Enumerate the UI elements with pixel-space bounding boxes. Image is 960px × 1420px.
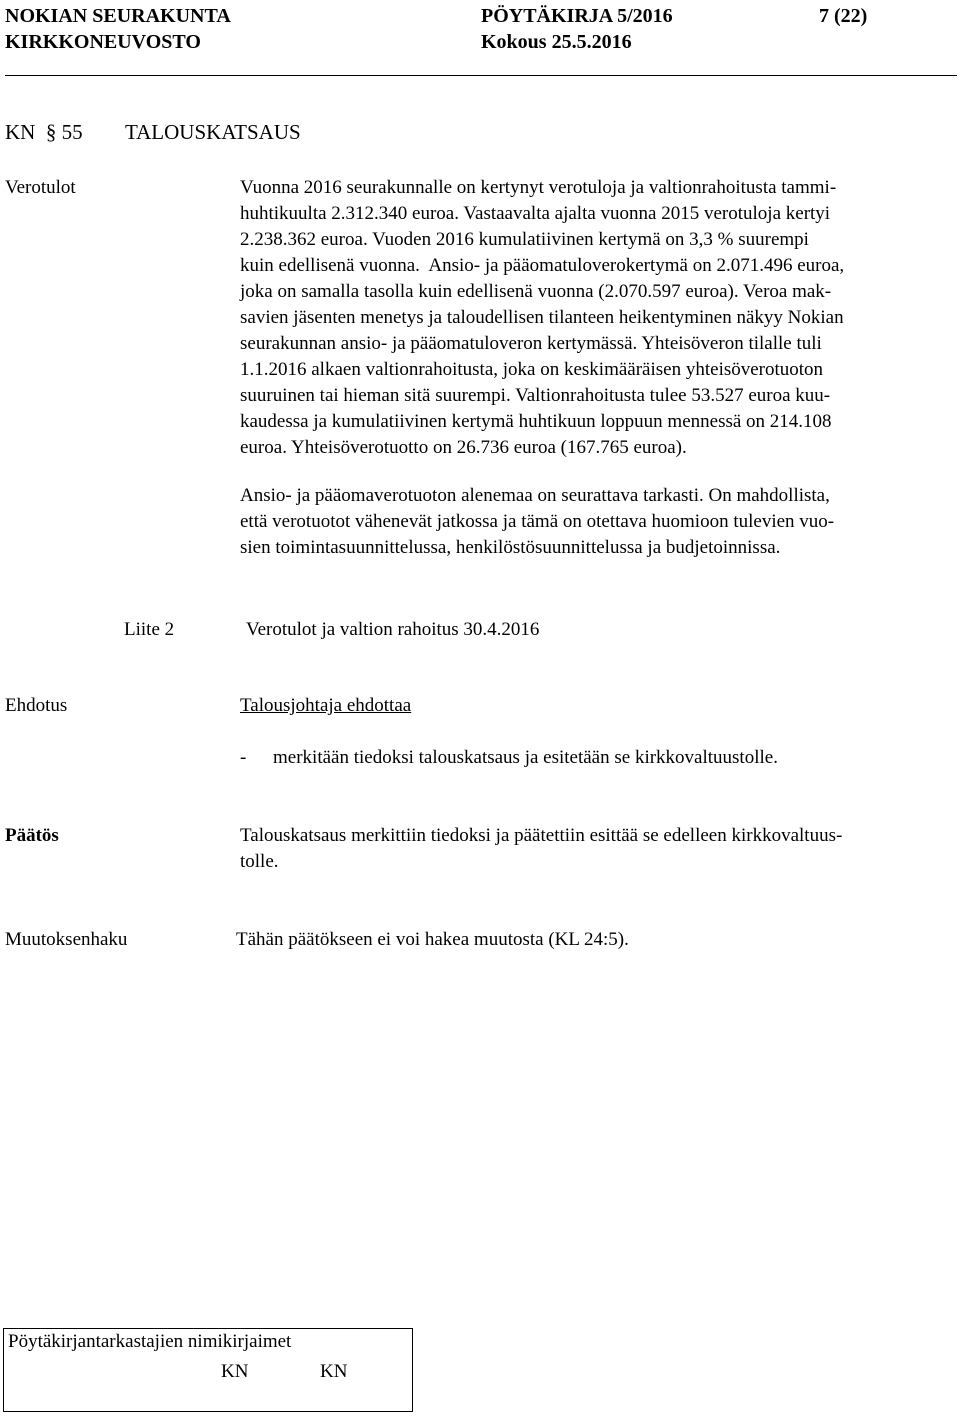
header-document: PÖYTÄKIRJA 5/2016 xyxy=(481,5,673,27)
paragraph-line: Ansio- ja pääomaverotuoton alenemaa on seurattava tarkasti. On mahdollista, xyxy=(240,485,830,506)
paatos-paragraph xyxy=(240,823,956,875)
signature-initials: KN xyxy=(221,1361,249,1382)
list-dash: - xyxy=(240,747,247,768)
paragraph-line: sien toimintasuunnittelussa, henkilöstösuunnittelussa ja budjetoinnissa. xyxy=(240,537,781,558)
paragraph-line: euroa. Yhteisöverotuotto on 26.736 euroa (167.765 euroa). xyxy=(240,437,687,458)
header-page-number: 7 (22) xyxy=(819,5,868,27)
section-code: KN § 55 xyxy=(5,120,83,144)
paragraph-line: joka on samalla tasolla kuin edellisenä vuonna (2.070.597 euroa). Veroa mak- xyxy=(240,281,832,302)
attachment-label: Liite 2 xyxy=(124,619,175,640)
header-meeting-date: Kokous 25.5.2016 xyxy=(481,31,632,53)
paragraph-line: suuruinen tai hieman sitä suurempi. Valtionrahoitusta tulee 53.527 euroa kuu- xyxy=(240,385,831,406)
paragraph-line: huhtikuulta 2.312.340 euroa. Vastaavalta ajalta vuonna 2015 verotuloja kertyi xyxy=(240,203,831,224)
paragraph-line: Vuonna 2016 seurakunnalle on kertynyt verotuloja ja valtionrahoitusta tammi- xyxy=(240,177,837,198)
paragraph-line: että verotuotot vähenevät jatkossa ja tämä on otettava huomioon tulevien vuo- xyxy=(240,511,835,532)
paragraph-line: 2.238.362 euroa. Vuoden 2016 kumulatiivinen kertymä on 3,3 % suurempi xyxy=(240,229,809,250)
verotulot-paragraph xyxy=(240,175,956,461)
paragraph-line: kuin edellisenä vuonna. Ansio- ja pääomatuloverokertymä on 2.071.496 euroa, xyxy=(240,255,845,276)
header-organization: NOKIAN SEURAKUNTA xyxy=(5,5,231,27)
header-divider xyxy=(5,75,957,76)
paragraph-line: savien jäsenten menetys ja taloudellisen tilanteen heikentyminen näkyy Nokian xyxy=(240,307,844,328)
ehdotus-label: Ehdotus xyxy=(5,695,68,716)
paragraph-line: seurakunnan ansio- ja pääomatuloveron kertymässä. Yhteisöveron tilalle tuli xyxy=(240,333,822,354)
header-body: KIRKKONEUVOSTO xyxy=(5,31,201,53)
paragraph-line: tolle. xyxy=(240,851,279,872)
section-title: TALOUSKATSAUS xyxy=(125,120,301,144)
signature-initials: KN xyxy=(320,1361,348,1382)
paatos-label: Päätös xyxy=(5,825,59,846)
paragraph-line: kaudessa ja kumulatiivinen kertymä huhtikuun loppuun mennessä on 214.108 xyxy=(240,411,832,432)
muutoksenhaku-text: Tähän päätökseen ei voi hakea muutosta (KL 24:5). xyxy=(236,929,629,950)
ehdotus-item-text: merkitään tiedoksi talouskatsaus ja esitetään se kirkkovaltuustolle. xyxy=(273,747,778,768)
signature-title: Pöytäkirjantarkastajien nimikirjaimet xyxy=(8,1331,292,1352)
paragraph-line: Talouskatsaus merkittiin tiedoksi ja päätettiin esittää se edelleen kirkkovaltuus- xyxy=(240,825,843,846)
paragraph-line: 1.1.2016 alkaen valtionrahoitusta, joka on keskimääräisen yhteisöverotuoton xyxy=(240,359,824,380)
attachment-title: Verotulot ja valtion rahoitus 30.4.2016 xyxy=(246,619,540,640)
ehdotus-list-item xyxy=(240,745,778,771)
ehdotus-heading: Talousjohtaja ehdottaa xyxy=(240,695,412,716)
muutoksenhaku-label: Muutoksenhaku xyxy=(5,929,128,950)
ansio-paragraph xyxy=(240,483,956,561)
verotulot-label: Verotulot xyxy=(5,177,76,198)
